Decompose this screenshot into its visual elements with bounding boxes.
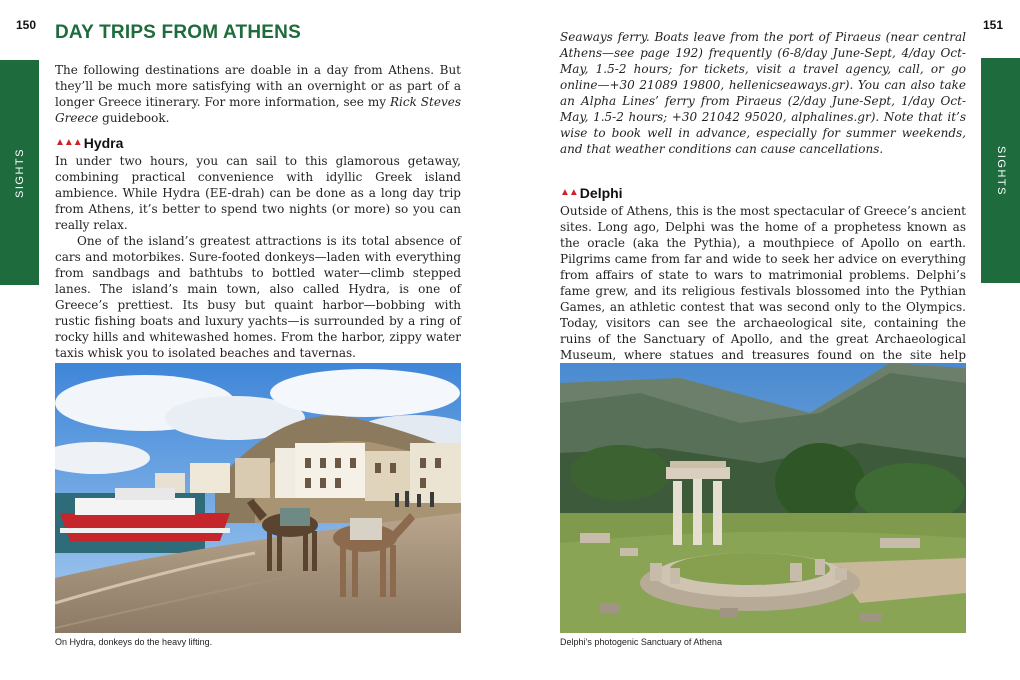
page-title: DAY TRIPS FROM ATHENS	[55, 22, 301, 43]
delphi-photo	[560, 363, 966, 633]
hydra-paragraph-2: One of the island’s greatest attractions is its total absence of cars and motorbikes. Sure-footed donkeys—laden with everything from sandbags and bathtubs to bottled water—climb stepped lanes. The island’s main town, also called Hydra, is one of Greece’s prettiest. Its busy but quaint harbor—bobbing with rustic fishing boats and luxury yachts—is surrounded by a ring of rocky hills and whitewashed homes. From the harbor, zippy water taxis whisk you to isolated beaches and tavernas.	[55, 234, 461, 360]
section-tab-label: SIGHTS	[13, 147, 26, 198]
rating-triangles-icon: ▲▲▲	[55, 137, 82, 148]
delphi-title: Delphi	[579, 185, 623, 201]
intro-paragraph	[55, 62, 461, 126]
delphi-heading	[560, 185, 966, 201]
hydra-photo	[55, 363, 461, 633]
hydra-heading	[55, 135, 461, 151]
right-column	[560, 29, 966, 379]
hydra-paragraph-1: In under two hours, you can sail to this glamorous getaway, combining practical convenience with idyllic Greek island ambience. While Hydra (EE-drah) can be done as a long day trip from Athens, it’s better to spend two nights (or more) so you can really relax.	[55, 154, 461, 232]
left-column	[55, 62, 461, 395]
section-tab-right	[981, 58, 1020, 283]
section-tab-label: SIGHTS	[994, 145, 1007, 196]
rating-triangles-icon: ▲▲	[560, 187, 578, 198]
book-title: Rick Steves Greece	[55, 95, 461, 125]
intro-text: The following destinations are doable in a day from Athens. But they’ll be much more satisfying with an overnight or as part of a longer Greece itinerary. For more information, see my	[55, 63, 461, 109]
photo-caption-right: Delphi’s photogenic Sanctuary of Athena	[560, 637, 722, 647]
intro-text-end: guidebook.	[98, 111, 170, 125]
delphi-paragraph: Outside of Athens, this is the most spectacular of Greece’s ancient sites. Long ago, Delphi was the home of a prophetess known as the oracle (aka the Pythia), a mouthpiece of Apollo on earth. Pilgrims came from far and wide to seek her advice on everything from affairs of state to wars to matrimonial problems. Delphi’s fame grew, and its religious festivals blossomed into the Pythian Games, an athletic contest that was second only to the Olympics. Today, visitors can see the archaeological site, containing the ruins of the Sanctuary of Apollo, and the great Archaeological Museum, where statues and treasures found on the site help	[560, 204, 966, 362]
hydra-title: Hydra	[83, 135, 124, 151]
page-number-left: 150	[16, 18, 37, 32]
section-tab-left	[0, 60, 39, 285]
page-number-right: 151	[983, 18, 1004, 32]
photo-caption-left: On Hydra, donkeys do the heavy lifting.	[55, 637, 213, 647]
getting-there-continued: Seaways ferry. Boats leave from the port of Piraeus (near central Athens—see page 192) frequently (6-8/day June-Sept, 4/day Oct-May, 1.5-2 hours; for tickets, visit a travel agency, call, or go online—+30 21089 19800, hellenicseaways.gr). You can also take an Alpha Lines’ ferry from Piraeus (2/day June-Sept, 1/day Oct-May, 1.5-2 hours; +30 21042 95020, alphalines.gr). Note that it’s wise to book well in advance, especially for summer weekends, and that weather conditions can cause cancellations.	[560, 30, 966, 156]
